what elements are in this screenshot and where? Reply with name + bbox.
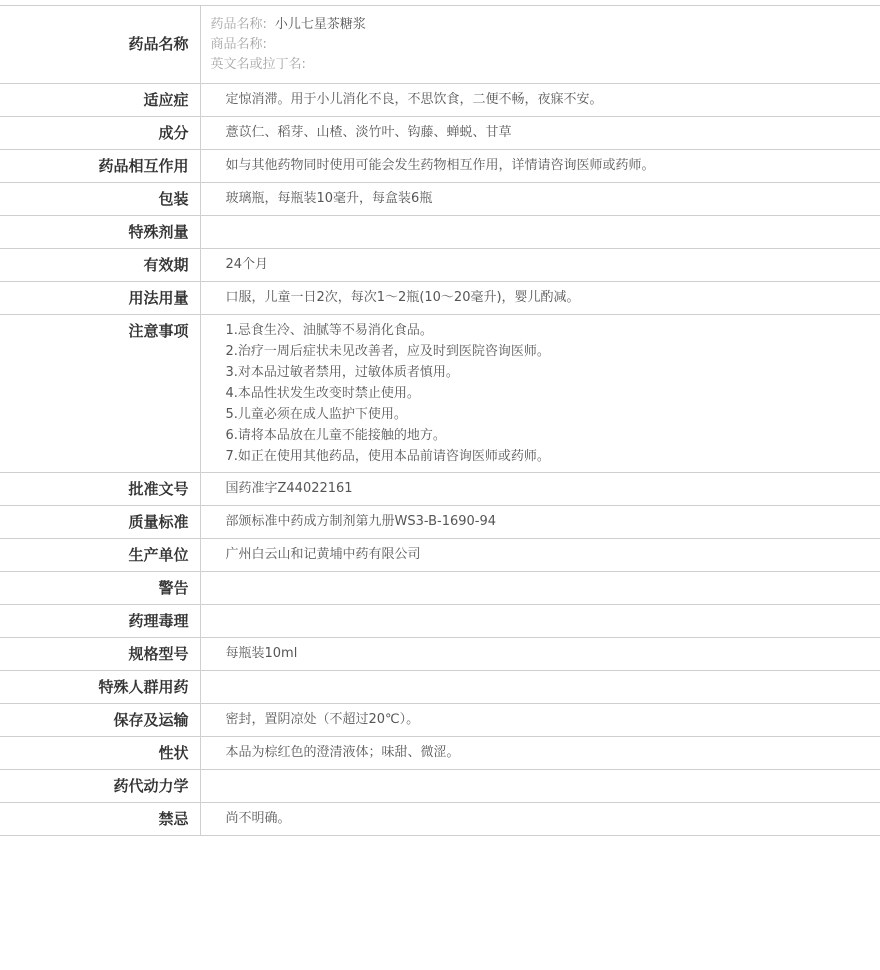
precaution-item: 1.忌食生冷、油腻等不易消化食品。 (225, 323, 433, 338)
precaution-item: 4.本品性状发生改变时禁止使用。 (225, 386, 420, 401)
row-label-pharmacology: 药理毒理 (0, 605, 200, 638)
row-label-pharmacokinetics: 药代动力学 (0, 770, 200, 803)
row-label-drug-name: 药品名称 (0, 6, 200, 84)
row-label-approval: 批准文号 (0, 473, 200, 506)
table-row-appearance (0, 737, 880, 770)
generic-name-key: 药品名称: (210, 17, 267, 32)
drug-spec-table (0, 5, 880, 836)
precaution-item: 3.对本品过敏者禁用，过敏体质者慎用。 (225, 365, 459, 380)
precaution-item: 2.治疗一周后症状未见改善者，应及时到医院咨询医师。 (225, 344, 550, 359)
precaution-item: 7.如正在使用其他药品，使用本品前请咨询医师或药师。 (225, 449, 550, 464)
row-value-standard: 部颁标准中药成方制剂第九册WS3-B-1690-94 (200, 506, 880, 539)
generic-name-value: 小儿七星茶糖浆 (274, 17, 366, 32)
table-row-standard (0, 506, 880, 539)
row-label-special-dosage: 特殊剂量 (0, 216, 200, 249)
table-row-warning (0, 572, 880, 605)
row-value-pharmacokinetics (200, 770, 880, 803)
row-value-interactions: 如与其他药物同时使用可能会发生药物相互作用，详情请咨询医师或药师。 (200, 150, 880, 183)
row-label-manufacturer: 生产单位 (0, 539, 200, 572)
row-value-special-groups (200, 671, 880, 704)
precaution-item: 5.儿童必须在成人监护下使用。 (225, 407, 407, 422)
row-label-ingredients: 成分 (0, 117, 200, 150)
table-row-storage (0, 704, 880, 737)
generic-name-line (211, 15, 880, 35)
table-row-drug-name (0, 6, 880, 84)
row-value-ingredients: 薏苡仁、稻芽、山楂、淡竹叶、钩藤、蝉蜕、甘草 (200, 117, 880, 150)
row-value-indications: 定惊消滞。用于小儿消化不良，不思饮食，二便不畅，夜寐不安。 (200, 84, 880, 117)
trade-name-key: 商品名称: (210, 37, 267, 52)
row-value-storage: 密封，置阴凉处（不超过20℃）。 (200, 704, 880, 737)
table-row-precautions (0, 315, 880, 473)
table-row-indications (0, 84, 880, 117)
row-label-standard: 质量标准 (0, 506, 200, 539)
english-name-key: 英文名或拉丁名: (210, 57, 306, 72)
table-row-usage (0, 282, 880, 315)
precaution-item: 6.请将本品放在儿童不能接触的地方。 (225, 428, 446, 443)
table-row-pharmacology (0, 605, 880, 638)
table-row-special-groups (0, 671, 880, 704)
table-row-specification (0, 638, 880, 671)
table-row-special-dosage (0, 216, 880, 249)
row-value-warning (200, 572, 880, 605)
row-label-warning: 警告 (0, 572, 200, 605)
row-label-interactions: 药品相互作用 (0, 150, 200, 183)
table-row-packaging (0, 183, 880, 216)
row-value-shelf-life: 24个月 (200, 249, 880, 282)
english-name-line (211, 55, 880, 75)
row-label-usage: 用法用量 (0, 282, 200, 315)
table-row-pharmacokinetics (0, 770, 880, 803)
trade-name-line (211, 35, 880, 55)
table-row-approval (0, 473, 880, 506)
table-row-manufacturer (0, 539, 880, 572)
row-value-special-dosage (200, 216, 880, 249)
row-label-appearance: 性状 (0, 737, 200, 770)
row-value-appearance: 本品为棕红色的澄清液体；味甜、微涩。 (200, 737, 880, 770)
row-label-storage: 保存及运输 (0, 704, 200, 737)
row-label-precautions: 注意事项 (0, 315, 200, 473)
table-row-shelf-life (0, 249, 880, 282)
table-row-interactions (0, 150, 880, 183)
row-label-packaging: 包装 (0, 183, 200, 216)
drug-name-block (200, 6, 880, 84)
row-label-contraindications: 禁忌 (0, 803, 200, 836)
table-row-ingredients (0, 117, 880, 150)
row-value-specification: 每瓶装10ml (200, 638, 880, 671)
row-value-usage: 口服，儿童一日2次，每次1～2瓶(10～20毫升)，婴儿酌减。 (200, 282, 880, 315)
row-value-pharmacology (200, 605, 880, 638)
row-value-packaging: 玻璃瓶，每瓶装10毫升，每盒装6瓶 (200, 183, 880, 216)
row-label-indications: 适应症 (0, 84, 200, 117)
row-label-special-groups: 特殊人群用药 (0, 671, 200, 704)
row-label-shelf-life: 有效期 (0, 249, 200, 282)
row-value-approval: 国药准字Z44022161 (200, 473, 880, 506)
row-label-specification: 规格型号 (0, 638, 200, 671)
row-value-precautions (200, 315, 880, 473)
row-value-manufacturer: 广州白云山和记黄埔中药有限公司 (200, 539, 880, 572)
table-row-contraindications (0, 803, 880, 836)
row-value-contraindications: 尚不明确。 (200, 803, 880, 836)
